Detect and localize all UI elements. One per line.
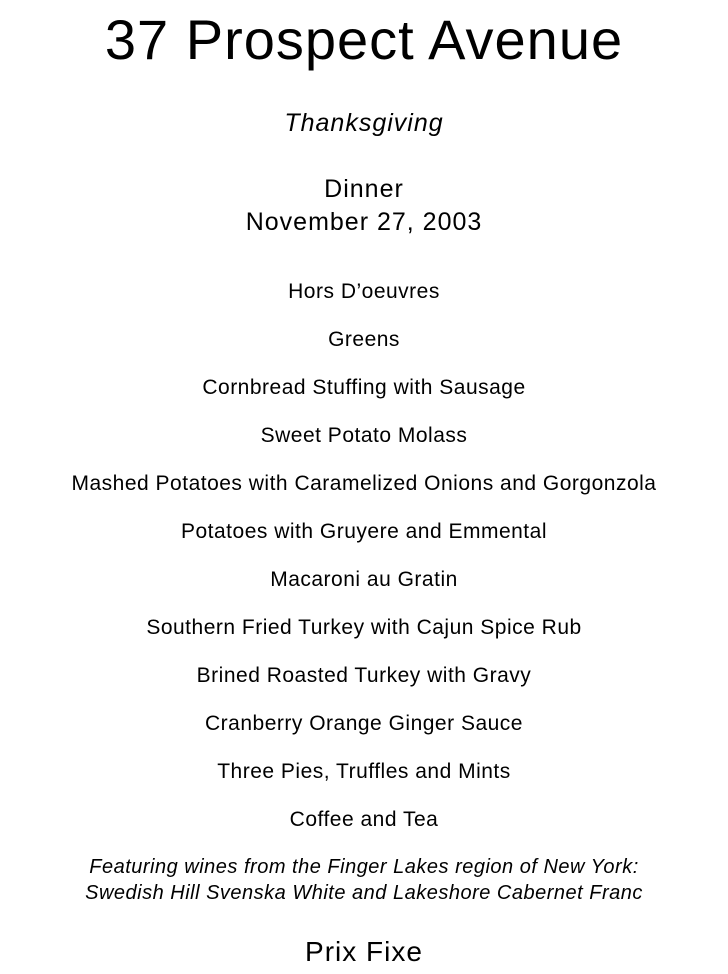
menu-item: Brined Roasted Turkey with Gravy: [196, 664, 532, 687]
menu-meal: Dinner: [324, 175, 404, 203]
menu-date: November 27, 2003: [245, 208, 483, 236]
menu-item: Macaroni au Gratin: [270, 568, 458, 591]
menu-item: Coffee and Tea: [289, 808, 439, 831]
menu-item: Cranberry Orange Ginger Sauce: [205, 712, 523, 735]
menu-occasion: Thanksgiving: [284, 109, 444, 137]
menu-item: Mashed Potatoes with Caramelized Onions and Gorgonzola: [71, 472, 657, 495]
wine-note-line-2: Swedish Hill Svenska White and Lakeshore Cabernet Franc: [85, 882, 643, 904]
menu-item: Three Pies, Truffles and Mints: [217, 760, 511, 783]
menu-item-list: [0, 281, 728, 831]
menu-item: Southern Fried Turkey with Cajun Spice Rub: [146, 616, 582, 639]
menu-item: Hors D’oeuvres: [288, 280, 440, 303]
menu-item: Cornbread Stuffing with Sausage: [202, 376, 526, 399]
menu-item: Greens: [328, 328, 400, 351]
menu-title: 37 Prospect Avenue: [104, 8, 624, 71]
menu-item: Potatoes with Gruyere and Emmental: [180, 520, 547, 543]
wine-note-line-1: Featuring wines from the Finger Lakes region of New York:: [89, 856, 639, 878]
menu-item: Sweet Potato Molass: [260, 424, 468, 447]
wine-note: [0, 854, 728, 906]
prix-fixe-label: Prix Fixe: [305, 936, 423, 967]
